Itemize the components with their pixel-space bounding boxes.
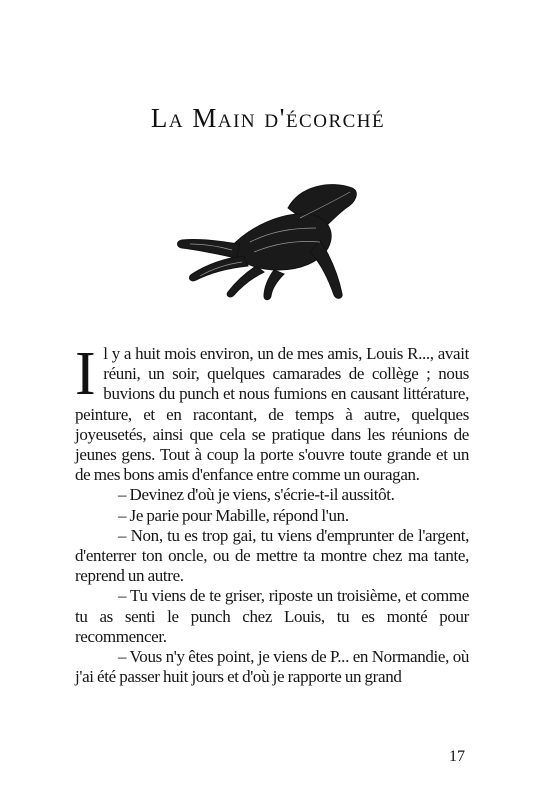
severed-hand-illustration: [170, 178, 370, 303]
paragraph-opening: [75, 340, 469, 485]
dialogue-line: – Devinez d'où je viens, s'écrie-t-il aussitôt.: [118, 485, 395, 505]
page-number: 17: [449, 748, 465, 765]
dialogue-line: – Non, tu es trop gai, tu viens d'emprunter de l'argent, d'enterrer ton oncle, ou de mettre ta montre chez ma tante, reprend un autre.: [75, 525, 469, 586]
dialogue-line: – Tu viens de te griser, riposte un troisième, et comme tu as senti le punch chez Louis, tu es monté pour recommencer.: [75, 586, 469, 646]
paragraph-text: l y a huit mois environ, un de mes amis, Louis R..., avait réuni, un soir, quelques camarades de collège ; nous buvions du punch et nous fumions en causant littérature, peinture, et en racontant, de temps à autre, quelques joyeusetés, ainsi que cela se pratique dans les réunions de jeunes gens. Tout à coup la porte s'ouvre toute grande et un de mes bons amis d'enfance entre comme un ouragan.: [75, 344, 469, 485]
chapter-title: La Main d'écorché: [150, 103, 386, 133]
dialogue-line: – Je parie pour Mabille, répond l'un.: [118, 505, 349, 525]
chapter-body: [75, 340, 469, 687]
drop-cap: I: [75, 340, 96, 408]
dialogue-line: – Vous n'y êtes point, je viens de P... en Normandie, où j'ai été passer huit jours et d'où je rapporte un grand: [75, 647, 469, 687]
